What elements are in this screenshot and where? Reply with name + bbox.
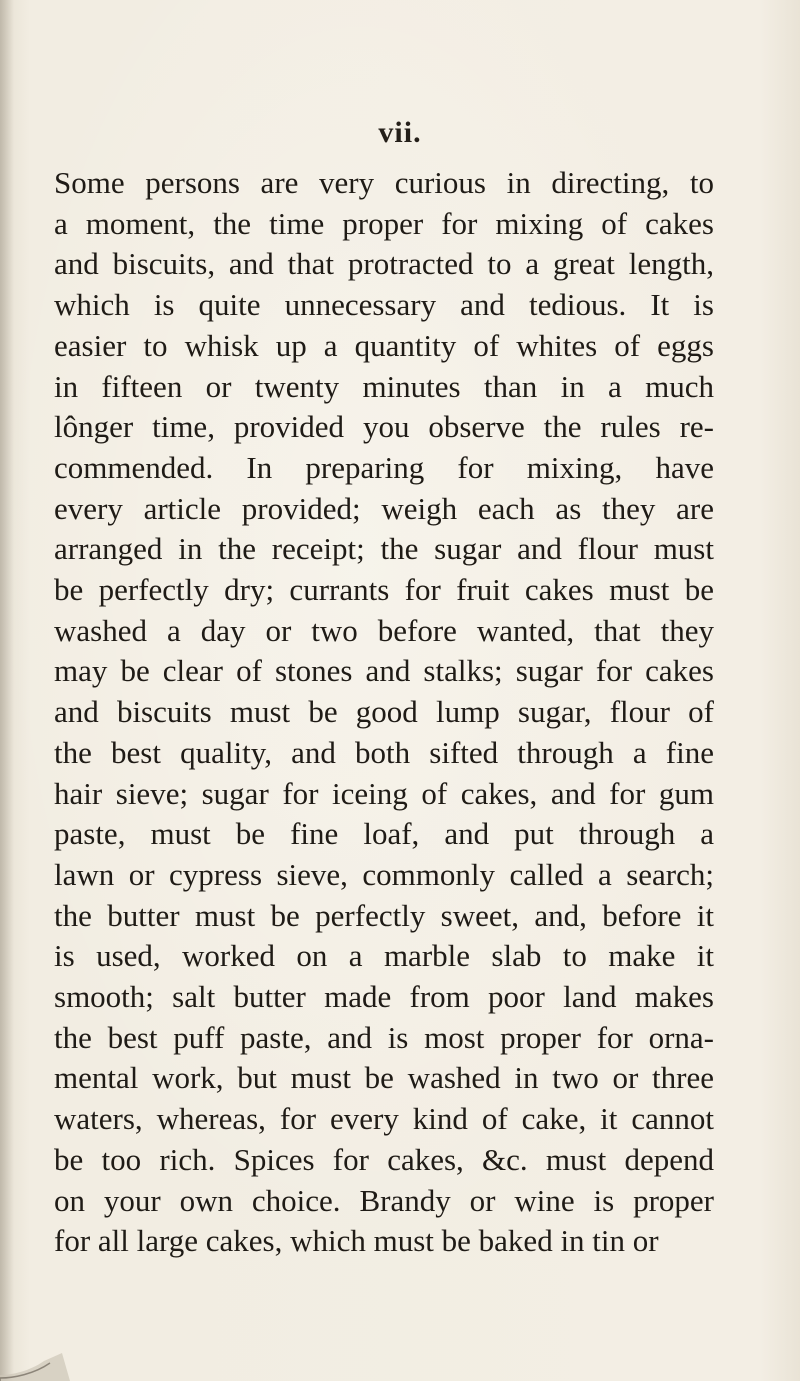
- text-line: Some persons are very curious in directing, to: [54, 165, 714, 200]
- text-line: which is quite unnecessary and tedious. It is: [54, 287, 714, 323]
- text-line: a moment, the time proper for mixing of cakes: [54, 205, 714, 241]
- text-line: commended. In preparing for mixing, have: [54, 449, 714, 485]
- text-line: on your own choice. Brandy or wine is proper: [54, 1182, 714, 1218]
- text-line: be too rich. Spices for cakes, &c. must depend: [54, 1141, 714, 1177]
- text-line: lawn or cypress sieve, commonly called a search;: [54, 856, 714, 892]
- text-line: may be clear of stones and stalks; sugar for cakes: [54, 653, 714, 689]
- text-line: lônger time, provided you observe the rules re-: [54, 409, 714, 445]
- text-line: waters, whereas, for every kind of cake, it cannot: [54, 1101, 714, 1137]
- text-line: the butter must be perfectly sweet, and, before it: [54, 897, 714, 933]
- text-line: and biscuits must be good lump sugar, flour of: [54, 694, 714, 730]
- paragraph: [54, 163, 714, 1262]
- page-corner-decoration: [0, 1353, 70, 1381]
- text-line: for all large cakes, which must be baked in tin or: [54, 1223, 659, 1259]
- text-line: in fifteen or twenty minutes than in a much: [54, 368, 714, 404]
- text-line: is used, worked on a marble slab to make it: [54, 938, 714, 974]
- text-line: washed a day or two before wanted, that they: [54, 612, 714, 648]
- text-line: arranged in the receipt; the sugar and flour must: [54, 531, 714, 567]
- page-number: vii.: [378, 116, 422, 149]
- text-line: and biscuits, and that protracted to a great length,: [54, 246, 714, 282]
- text-line: the best puff paste, and is most proper for orna-: [54, 1019, 714, 1055]
- page-gutter-shadow: [0, 0, 14, 1381]
- text-line: hair sieve; sugar for iceing of cakes, and for gum: [54, 775, 714, 811]
- text-line: easier to whisk up a quantity of whites of eggs: [54, 327, 714, 363]
- text-line: mental work, but must be washed in two or three: [54, 1060, 714, 1096]
- text-line: be perfectly dry; currants for fruit cakes must be: [54, 572, 714, 608]
- text-line: the best quality, and both sifted through a fine: [54, 734, 714, 770]
- text-line: every article provided; weigh each as they are: [54, 490, 714, 526]
- text-line: smooth; salt butter made from poor land makes: [54, 979, 714, 1015]
- text-line: paste, must be fine loaf, and put through a: [54, 816, 714, 852]
